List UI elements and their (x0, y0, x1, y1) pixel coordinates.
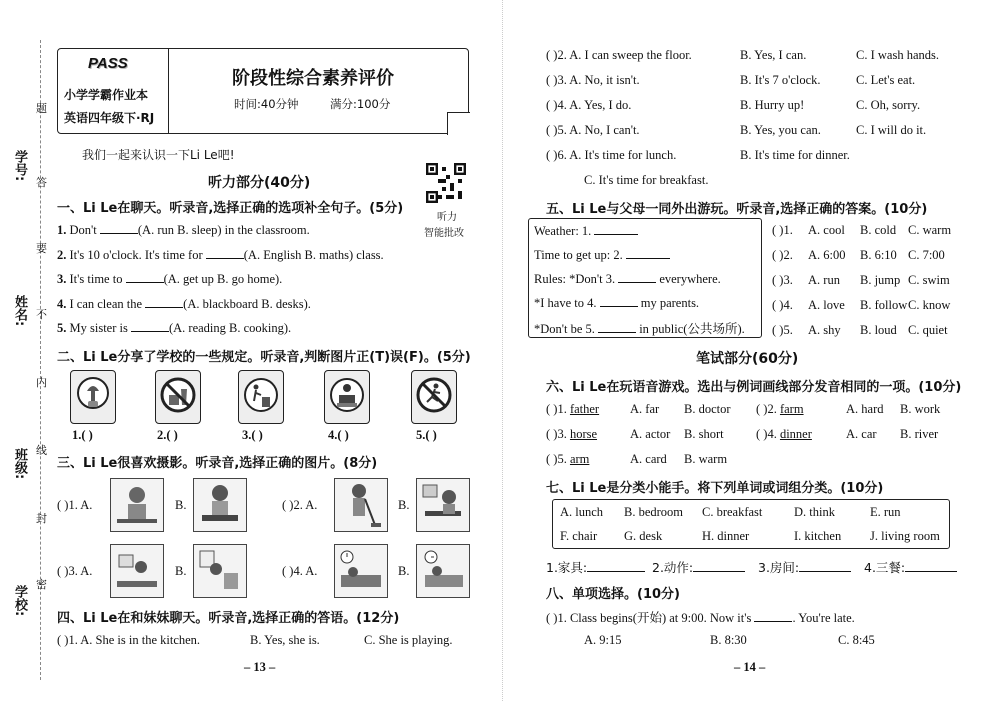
choice-a: A. shy (808, 323, 841, 337)
choice-num: ( )5. (772, 323, 793, 337)
choice-b: B. loud (860, 323, 897, 337)
choice-num: ( )2. (772, 248, 793, 262)
option-b: B. (398, 564, 410, 578)
part8-q1-c: C. 8:45 (838, 633, 875, 647)
list-item: 5. My sister is (A. reading B. cooking). (57, 321, 292, 335)
part1-title: 一、Li Le在聊天。听录音,选择正确的选项补全句子。(5分) (57, 201, 404, 216)
phonics-b: B. short (684, 427, 724, 441)
choice-num: ( )1. (772, 223, 793, 237)
rule-sign-image (70, 370, 116, 424)
word-bank-item: I. kitchen (794, 529, 842, 543)
phonics-a: A. car (846, 427, 877, 441)
word-bank-item: C. breakfast (702, 505, 763, 519)
part4-q5-c: C. I will do it. (856, 123, 927, 137)
page-title: 阶段性综合素养评价 (232, 68, 394, 89)
choice-c: C. quiet (908, 323, 948, 337)
phonics-a: A. actor (630, 427, 671, 441)
answer-blank[interactable] (693, 560, 745, 572)
choice-b: B. follow (860, 298, 908, 312)
phonics-b: B. work (900, 402, 941, 416)
photo-sleeping-clock-icon (334, 544, 388, 598)
answer-blank[interactable] (126, 271, 164, 283)
word-bank-item: J. living room (870, 529, 940, 543)
part2-title: 二、Li Le分享了学校的一些规定。听录音,判断图片正(T)误(F)。(5分) (57, 350, 471, 365)
no-food-sign-icon (155, 370, 201, 424)
choice-b: B. jump (860, 273, 901, 287)
answer-blank[interactable] (754, 610, 792, 622)
category-rooms: 3.房间: (758, 558, 851, 576)
exam-time: 时间:40分钟 (234, 97, 299, 111)
option-b: B. (175, 564, 187, 578)
photo-livingroom-icon (110, 544, 164, 598)
judge-label[interactable]: 4.( ) (328, 428, 349, 442)
word-bank-item: H. dinner (702, 529, 750, 543)
answer-blank[interactable] (905, 560, 957, 572)
answer-blank[interactable] (799, 560, 851, 572)
choice-c: C. warm (908, 223, 952, 237)
part4-q2-a: ( )2. A. I can sweep the floor. (546, 48, 692, 62)
word-bank-item: E. run (870, 505, 901, 519)
part4-q1-b: B. Yes, she is. (250, 633, 320, 647)
grade-label: 英语四年级下·RJ (64, 111, 155, 125)
list-item: 3. It's time to (A. get up B. go home). (57, 272, 283, 286)
phonics-a: A. card (630, 452, 667, 466)
photo-reading-table-icon (416, 478, 470, 532)
photo-bathroom-icon (193, 544, 247, 598)
list-item: 1. Don't (A. run B. sleep) in the classroom. (57, 223, 310, 237)
phonics-item: ( )5. arm (546, 452, 590, 466)
photo-girl-desk-icon (193, 478, 247, 532)
category-furniture: 1.家具: (546, 558, 645, 576)
part4-q5-a: ( )5. A. No, I can't. (546, 123, 640, 137)
school-label: 学校: (12, 585, 27, 617)
part4-q6-b: B. It's time for dinner. (740, 148, 850, 162)
part8-q1-a: A. 9:15 (584, 633, 622, 647)
answer-blank[interactable] (206, 247, 244, 259)
answer-blank[interactable] (618, 271, 656, 283)
part4-q4-c: C. Oh, sorry. (856, 98, 921, 112)
photo-bed-clock-icon (416, 544, 470, 598)
category-actions: 2.动作: (652, 558, 745, 576)
seal-char: 封 (36, 512, 47, 525)
seal-char: 要 (36, 242, 47, 255)
note-line: Weather: 1. (534, 223, 638, 239)
part4-q1-a: ( )1. A. She is in the kitchen. (57, 633, 201, 647)
answer-blank[interactable] (598, 321, 636, 333)
answer-blank[interactable] (145, 296, 183, 308)
category-meals: 4.三餐: (864, 558, 957, 576)
answer-blank[interactable] (626, 247, 670, 259)
qr-caption-listen: 听力 (437, 212, 457, 223)
written-title: 笔试部分(60分) (696, 351, 799, 367)
part8-title: 八、单项选择。(10分) (546, 587, 680, 602)
choice-c: C. know (908, 298, 951, 312)
part4-q2-c: C. I wash hands. (856, 48, 939, 62)
choice-a: A. run (808, 273, 840, 287)
seal-char: 不 (36, 308, 47, 321)
choice-c: C. 7:00 (908, 248, 945, 262)
part4-title: 四、Li Le在和妹妹聊天。听录音,选择正确的答语。(12分) (57, 611, 400, 626)
part4-q6-c: C. It's time for breakfast. (584, 173, 709, 187)
choice-b: B. cold (860, 223, 897, 237)
series-name: 小学学霸作业本 (64, 88, 149, 102)
seal-char: 密 (36, 578, 47, 591)
exam-score: 满分:100分 (330, 97, 391, 111)
word-bank-item: D. think (794, 505, 835, 519)
no-running-sign-icon (411, 370, 457, 424)
note-line: Time to get up: 2. (534, 247, 670, 263)
phonics-b: B. warm (684, 452, 728, 466)
part5-title: 五、Li Le与父母一同外出游玩。听录音,选择正确的答案。(10分) (546, 202, 928, 217)
choice-num: ( )3. (772, 273, 793, 287)
option-b: B. (175, 498, 187, 512)
word-bank-item: F. chair (560, 529, 598, 543)
seal-char: 线 (36, 444, 47, 457)
part6-title: 六、Li Le在玩语音游戏。选出与例词画线部分发音相同的一项。(10分) (546, 380, 962, 395)
trash-sign-icon (238, 370, 284, 424)
choice-num: ( )4. (772, 298, 793, 312)
phonics-a: A. hard (846, 402, 884, 416)
student-id-label: 学号: (12, 150, 27, 182)
answer-blank[interactable] (594, 223, 638, 235)
phonics-item: ( )3. horse (546, 427, 598, 441)
photo-boy-icon (110, 478, 164, 532)
phonics-item: ( )4. dinner (756, 427, 812, 441)
choice-c: C. swim (908, 273, 950, 287)
part4-q4-b: B. Hurry up! (740, 98, 805, 112)
word-bank-item: G. desk (624, 529, 663, 543)
phonics-a: A. far (630, 402, 660, 416)
class-label: 班级: (12, 448, 27, 480)
answer-blank[interactable] (131, 320, 169, 332)
phonics-b: B. doctor (684, 402, 731, 416)
word-bank-item: B. bedroom (624, 505, 684, 519)
answer-blank[interactable] (587, 560, 645, 572)
intro-text: 我们一起来认识一下Li Le吧! (82, 148, 235, 162)
photo-sweeping-icon (334, 478, 388, 532)
choice-a: A. 6:00 (808, 248, 846, 262)
judge-label[interactable]: 1.( ) (72, 428, 93, 442)
list-item: 4. I can clean the (A. blackboard B. desks). (57, 297, 311, 311)
part7-title: 七、Li Le是分类小能手。将下列单词或词组分类。(10分) (546, 481, 884, 496)
answer-blank[interactable] (100, 222, 138, 234)
judge-label[interactable]: 2.( ) (157, 428, 178, 442)
note-line: *I have to 4. my parents. (534, 296, 700, 310)
listening-title: 听力部分(40分) (208, 175, 311, 191)
list-item: 2. It's 10 o'clock. It's time for (A. English B. maths) class. (57, 248, 384, 262)
center-fold (502, 0, 503, 701)
part4-q3-b: B. It's 7 o'clock. (740, 73, 821, 87)
judge-label[interactable]: 5.( ) (416, 428, 437, 442)
choice-b: B. 6:10 (860, 248, 897, 262)
phonics-item: ( )1. father (546, 402, 600, 416)
part4-q2-b: B. Yes, I can. (740, 48, 807, 62)
q-label: ( )1. A. (57, 498, 93, 512)
part4-q5-b: B. Yes, you can. (740, 123, 821, 137)
judge-label[interactable]: 3.( ) (242, 428, 263, 442)
qr-code-icon[interactable] (426, 163, 466, 203)
part4-q1-c: C. She is playing. (364, 633, 453, 647)
seal-char: 题 (36, 102, 47, 115)
part8-q1-b: B. 8:30 (710, 633, 747, 647)
seal-char: 内 (36, 376, 47, 389)
page-curl-icon (447, 112, 470, 135)
option-b: B. (398, 498, 410, 512)
part4-q3-a: ( )3. A. No, it isn't. (546, 73, 640, 87)
qr-caption-grading: 智能批改 (424, 228, 464, 239)
part4-q3-c: C. Let's eat. (856, 73, 916, 87)
phonics-b: B. river (900, 427, 939, 441)
q-label: ( )3. A. (57, 564, 93, 578)
part8-q1: ( )1. Class begins(开始) at 9:00. Now it's . You're late. (546, 611, 855, 625)
q-label: ( )4. A. (282, 564, 318, 578)
seal-char: 答 (36, 176, 47, 189)
phonics-item: ( )2. farm (756, 402, 804, 416)
note-line: *Don't be 5. in public(公共场所). (534, 322, 745, 336)
pass-logo: PASS (88, 55, 128, 72)
answer-blank[interactable] (600, 295, 638, 307)
part4-q4-a: ( )4. A. Yes, I do. (546, 98, 632, 112)
name-label: 姓名: (12, 295, 27, 327)
part4-q6-a: ( )6. A. It's time for lunch. (546, 148, 677, 162)
q-label: ( )2. A. (282, 498, 318, 512)
part3-title: 三、Li Le很喜欢摄影。听录音,选择正确的图片。(8分) (57, 456, 378, 471)
choice-a: A. love (808, 298, 845, 312)
note-line: Rules: *Don't 3. everywhere. (534, 272, 721, 286)
word-bank-item: A. lunch (560, 505, 604, 519)
choice-a: A. cool (808, 223, 845, 237)
reading-sign-icon (324, 370, 370, 424)
page-number-right: – 14 – (734, 660, 766, 674)
page-number-left: – 13 – (244, 660, 276, 674)
